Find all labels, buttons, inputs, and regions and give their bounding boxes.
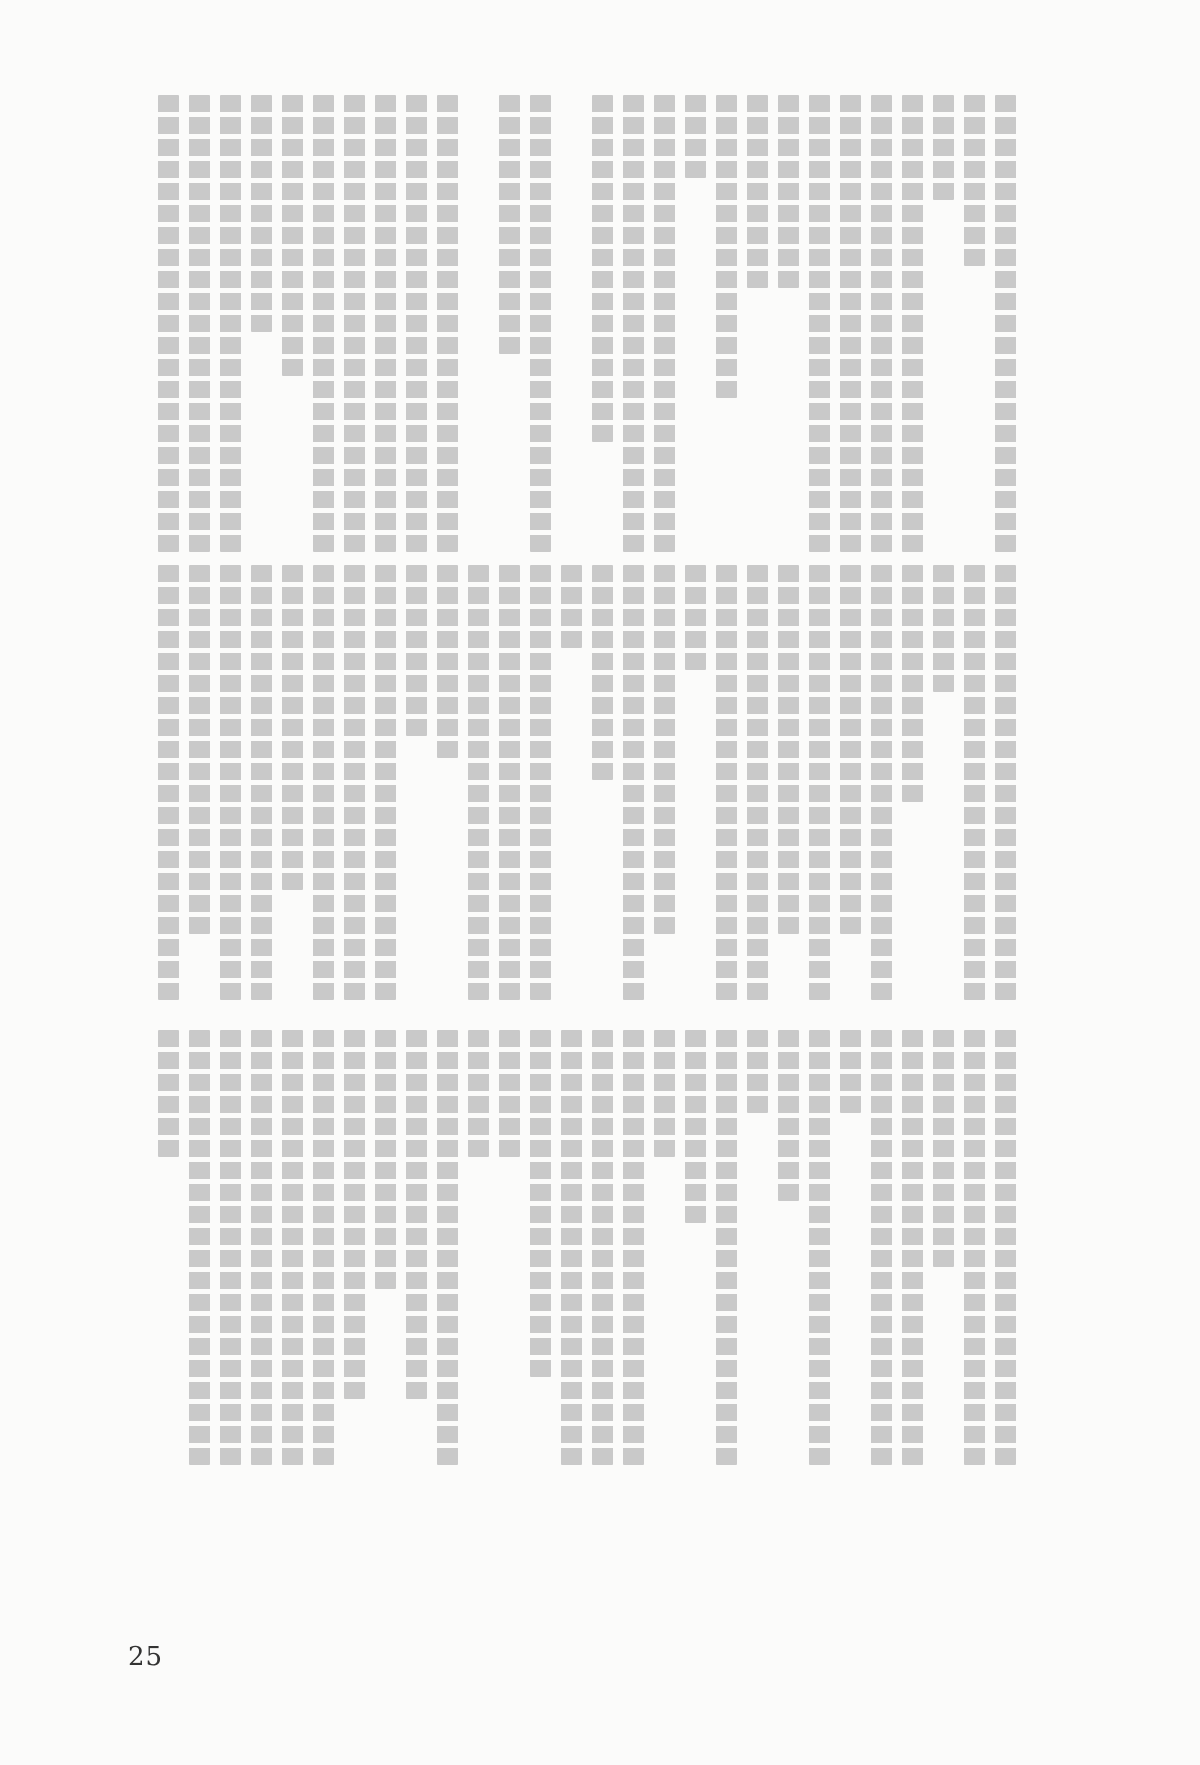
text-column: [220, 565, 241, 1000]
text-column: [344, 1030, 365, 1399]
text-column: [747, 1030, 768, 1113]
text-column: [375, 95, 396, 552]
text-column: [344, 95, 365, 552]
tier-bottom: [0, 1030, 1200, 1480]
text-column: [499, 1030, 520, 1157]
text-column: [840, 95, 861, 552]
text-column: [716, 565, 737, 1000]
text-column: [902, 565, 923, 802]
text-column: [499, 95, 520, 354]
page-number: 25: [128, 1642, 164, 1672]
text-column: [375, 1030, 396, 1289]
text-column: [189, 1030, 210, 1465]
text-column: [251, 95, 272, 332]
text-column: [840, 565, 861, 934]
text-column: [530, 1030, 551, 1377]
text-column: [809, 95, 830, 552]
text-column: [654, 565, 675, 934]
text-column: [964, 565, 985, 1000]
text-column: [964, 1030, 985, 1465]
text-column: [282, 1030, 303, 1465]
text-column: [220, 1030, 241, 1465]
text-column: [654, 95, 675, 552]
text-column: [871, 565, 892, 1000]
text-column: [747, 95, 768, 288]
text-column: [437, 1030, 458, 1465]
text-column: [282, 95, 303, 376]
text-column: [406, 95, 427, 552]
text-column: [344, 565, 365, 1000]
text-column: [592, 1030, 613, 1465]
text-column: [623, 95, 644, 552]
text-column: [778, 95, 799, 288]
text-column: [871, 1030, 892, 1465]
text-column: [933, 95, 954, 200]
text-column: [189, 95, 210, 552]
text-column: [313, 95, 334, 552]
text-column: [561, 565, 582, 648]
text-column: [437, 95, 458, 552]
text-column: [685, 1030, 706, 1223]
text-column: [499, 565, 520, 1000]
text-column: [716, 1030, 737, 1465]
text-column: [809, 565, 830, 1000]
text-column: [747, 565, 768, 1000]
text-column: [840, 1030, 861, 1113]
text-column: [623, 1030, 644, 1465]
text-column: [592, 95, 613, 442]
text-column: [561, 1030, 582, 1465]
text-column: [871, 95, 892, 552]
text-column: [778, 1030, 799, 1201]
text-column: [902, 95, 923, 552]
text-column: [313, 1030, 334, 1465]
text-column: [437, 565, 458, 758]
text-column: [654, 1030, 675, 1157]
tier-middle: [0, 565, 1200, 1000]
text-column: [809, 1030, 830, 1465]
text-column: [530, 565, 551, 1000]
text-column: [530, 95, 551, 552]
text-column: [964, 95, 985, 266]
tier-top: [0, 95, 1200, 557]
text-column: [468, 565, 489, 1000]
text-column: [251, 565, 272, 1000]
text-column: [468, 1030, 489, 1157]
text-column: [902, 1030, 923, 1465]
text-column: [623, 565, 644, 1000]
text-column: [685, 565, 706, 670]
text-column: [189, 565, 210, 934]
text-column: [220, 95, 241, 552]
text-column: [282, 565, 303, 890]
text-column: [933, 565, 954, 692]
text-column: [778, 565, 799, 934]
text-column: [995, 95, 1016, 552]
text-column: [406, 1030, 427, 1399]
text-column: [251, 1030, 272, 1465]
text-column: [933, 1030, 954, 1267]
text-column: [685, 95, 706, 178]
text-column: [313, 565, 334, 1000]
text-column: [158, 565, 179, 1000]
text-column: [716, 95, 737, 398]
text-column: [406, 565, 427, 736]
text-column: [375, 565, 396, 1000]
text-column: [995, 565, 1016, 1000]
text-column: [592, 565, 613, 780]
text-column: [158, 95, 179, 552]
text-column: [995, 1030, 1016, 1465]
text-column: [158, 1030, 179, 1157]
